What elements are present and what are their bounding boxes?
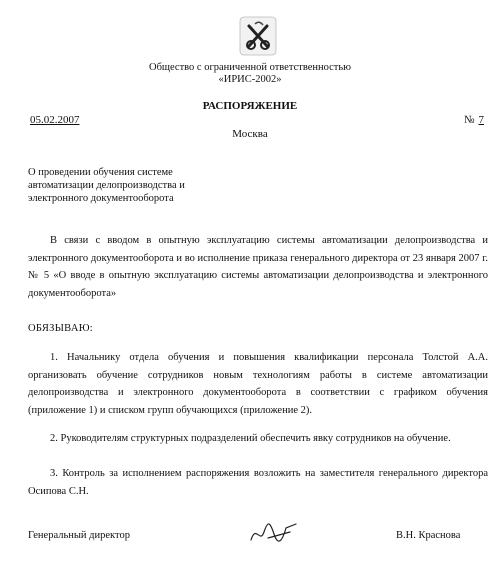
document-city: Москва <box>232 128 268 140</box>
organization-name: «ИРИС-2002» <box>218 74 282 85</box>
document-title: РАСПОРЯЖЕНИЕ <box>202 100 298 112</box>
signer-position: Генеральный директор <box>28 530 130 541</box>
handwritten-signature <box>248 518 300 546</box>
signer-name: В.Н. Краснова <box>396 530 461 541</box>
organization-type: Общество с ограниченной ответственностью <box>148 62 352 73</box>
number-label: № <box>464 114 475 126</box>
document-date: 05.02.2007 <box>30 114 80 126</box>
intro-paragraph: В связи с вводом в опытную эксплуатацию системы автоматизации делопроизводства и электронного документооборота и во исполнение приказа генерального директора от 23 января 2007 г. № 5 «О вводе в опытную эксплуатацию системы автоматизации делопроизводства и электронного документооборота» <box>28 235 488 299</box>
order-item-1: 1. Начальнику отдела обучения и повышения квалификации персонала Толстой А.А. организовать обучение сотрудников новым технологиям работы в системе автоматизации делопроизводства и электронного документооборота в соответствии с графиком обучения (приложение 1) и списком групп обучающихся (приложение 2). <box>28 352 488 416</box>
order-item-2: 2. Руководителям структурных подразделений обеспечить явку сотрудников на обучение. <box>50 433 451 444</box>
orders-heading: ОБЯЗЫВАЮ: <box>28 323 94 334</box>
company-logo-icon <box>239 16 277 56</box>
document-subject: О проведении обучения системе автоматизации делопроизводства и электронного документооборота <box>28 167 185 204</box>
number-value: 7 <box>478 114 484 126</box>
document-number <box>464 114 484 127</box>
order-item-3: 3. Контроль за исполнением распоряжения возложить на заместителя генерального директора Осипова С.Н. <box>28 468 488 497</box>
